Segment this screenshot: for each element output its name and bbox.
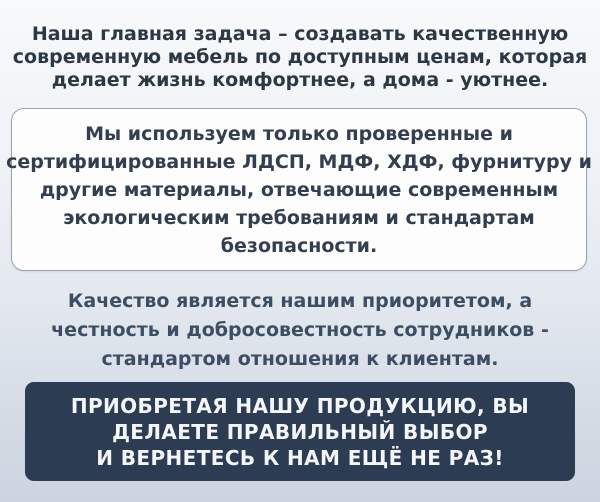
intro-line-1: Наша главная задача – создавать качественную	[31, 23, 569, 45]
cta-line-1: ПРИОБРЕТАЯ НАШУ ПРОДУКЦИЮ, ВЫ	[70, 393, 530, 418]
cta-line-3: И ВЕРНЕТЕСЬ К НАМ ЕЩЁ НЕ РАЗ!	[96, 445, 504, 470]
cta-line-2: ДЕЛАЕТЕ ПРАВИЛЬНЫЙ ВЫБОР	[112, 419, 488, 444]
intro-line-3: делает жизнь комфортнее, а дома - уютнее.	[51, 69, 549, 91]
values-line-1: Качество является нашим приоритетом, а	[67, 290, 533, 312]
values-line-2: честность и добросовестность сотрудников -	[51, 319, 549, 341]
materials-line-2: сертифицированные ЛДСП, МДФ, ХДФ, фурнитуру и	[6, 150, 592, 173]
values-line-3: стандартом отношения к клиентам.	[101, 348, 499, 370]
materials-line-5: безопасности.	[220, 234, 378, 257]
materials-line-3: другие материалы, отвечающие современным	[39, 178, 559, 201]
intro-line-2: современную мебель по доступным ценам, которая	[12, 46, 588, 68]
materials-card	[6, 108, 592, 271]
intro-text	[0, 23, 600, 92]
materials-line-4: экологическим требованиям и стандартам	[63, 206, 535, 229]
materials-line-1: Мы используем только проверенные и	[85, 122, 513, 145]
values-text	[0, 287, 600, 374]
cta-banner	[25, 382, 575, 481]
